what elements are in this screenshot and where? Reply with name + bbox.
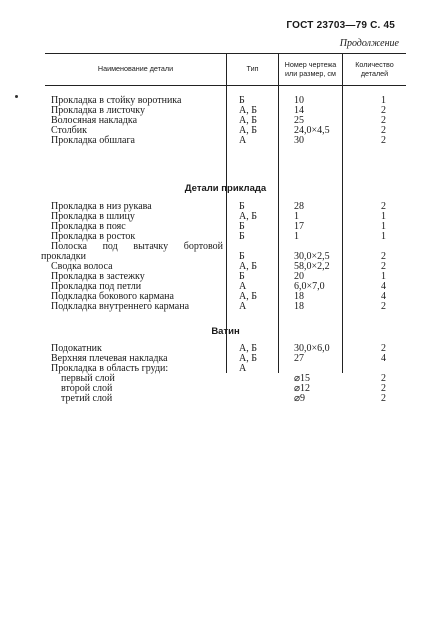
part-qty: 2 (381, 115, 386, 126)
part-size: 24,0×4,5 (294, 125, 330, 136)
part-type: А, Б (239, 211, 257, 222)
part-qty: 1 (381, 271, 386, 282)
part-name: Прокладка в росток (51, 231, 136, 242)
part-size: 25 (294, 115, 304, 126)
gost-reference: ГОСТ 23703—79 С. 45 (286, 20, 395, 31)
part-name: Верхняя плечевая накладка (51, 353, 168, 364)
part-name: Полоска под вытачку бортовой (51, 241, 223, 252)
part-type: А, Б (239, 261, 257, 272)
part-type: Б (239, 231, 245, 242)
part-size: 1 (294, 231, 299, 242)
part-type: А (239, 363, 247, 374)
part-name: Подкладка внутреннего кармана (51, 301, 190, 312)
part-qty: 2 (381, 251, 386, 262)
part-type: Б (239, 221, 245, 232)
part-name: Прокладка обшлага (51, 135, 135, 146)
part-name: Прокладка в низ рукава (51, 201, 152, 212)
continuation-label: Продолжение (339, 38, 399, 49)
part-qty: 2 (381, 343, 386, 354)
part-size: 30,0×2,5 (294, 251, 330, 262)
col-header-name: Наименование детали (97, 64, 174, 74)
part-size: 14 (294, 105, 304, 116)
part-type: А, Б (239, 343, 257, 354)
part-name: Сводка волоса (51, 261, 113, 272)
part-type: А, Б (239, 353, 257, 364)
part-name: Столбик (51, 125, 87, 136)
part-type: Б (239, 201, 245, 212)
part-type: Б (239, 95, 245, 106)
part-name: Прокладка в застежку (51, 271, 145, 282)
table-row (45, 394, 406, 404)
table-header (45, 54, 406, 86)
part-name: первый слой (61, 373, 115, 384)
part-qty: 2 (381, 125, 386, 136)
section-title: Ватин (211, 326, 240, 337)
part-qty: 1 (381, 221, 386, 232)
section-title: Детали приклада (184, 183, 267, 194)
part-size: ⌀12 (294, 383, 311, 394)
part-qty: 1 (381, 211, 386, 222)
part-type: А, Б (239, 115, 257, 126)
part-type: А (239, 135, 247, 146)
part-name: Прокладка в листочку (51, 105, 145, 116)
part-qty: 2 (381, 105, 386, 116)
part-qty: 2 (381, 261, 386, 272)
part-qty: 1 (381, 231, 386, 242)
part-type: Б (239, 251, 245, 262)
part-type: А (239, 281, 247, 292)
table-row (45, 116, 406, 126)
part-qty: 4 (381, 291, 386, 302)
part-size: 27 (294, 353, 304, 364)
part-type: А, Б (239, 291, 257, 302)
part-name: Прокладка в пояс (51, 221, 126, 232)
part-qty: 4 (381, 281, 386, 292)
table-row (45, 302, 406, 312)
part-qty: 4 (381, 353, 386, 364)
margin-dot (15, 95, 18, 98)
part-qty: 2 (381, 373, 386, 384)
part-qty: 2 (381, 383, 386, 394)
part-type: А, Б (239, 105, 257, 116)
part-type: А (239, 301, 247, 312)
part-qty: 2 (381, 201, 386, 212)
parts-table (41, 53, 406, 416)
table-row (45, 136, 406, 146)
part-size: ⌀9 (294, 393, 306, 404)
part-name: Подокатник (51, 343, 102, 354)
part-qty: 2 (381, 301, 386, 312)
part-name: Подкладка бокового кармана (51, 291, 174, 302)
part-qty: 1 (381, 95, 386, 106)
part-size: 30,0×6,0 (294, 343, 330, 354)
part-name: Прокладка в шлицу (51, 211, 135, 222)
part-name: Волосяная накладка (51, 115, 138, 126)
part-size: 30 (294, 135, 304, 146)
part-name: Прокладка в область груди: (51, 363, 169, 374)
part-size: 18 (294, 291, 304, 302)
part-qty: 2 (381, 393, 386, 404)
part-size: 10 (294, 95, 304, 106)
part-qty: 2 (381, 135, 386, 146)
part-size: 6,0×7,0 (294, 281, 325, 292)
part-size: 58,0×2,2 (294, 261, 330, 272)
part-size: ⌀15 (294, 373, 311, 384)
part-type: А, Б (239, 125, 257, 136)
col-header-type: Тип (226, 54, 278, 85)
table-row (45, 242, 406, 252)
part-name: Прокладка в стойку воротника (51, 95, 182, 106)
part-size: 1 (294, 211, 299, 222)
part-size: 20 (294, 271, 304, 282)
col-header-size: Номер чертежа или размер, см (278, 54, 342, 85)
part-size: 28 (294, 201, 304, 212)
table-body (41, 86, 406, 416)
col-header-qty: Количество деталей (342, 54, 406, 85)
part-size: 17 (294, 221, 304, 232)
part-name: прокладки (41, 251, 86, 262)
part-name: третий слой (61, 393, 113, 404)
part-type: Б (239, 271, 245, 282)
part-size: 18 (294, 301, 304, 312)
part-name: второй слой (61, 383, 113, 394)
part-name: Прокладка под петли (51, 281, 142, 292)
